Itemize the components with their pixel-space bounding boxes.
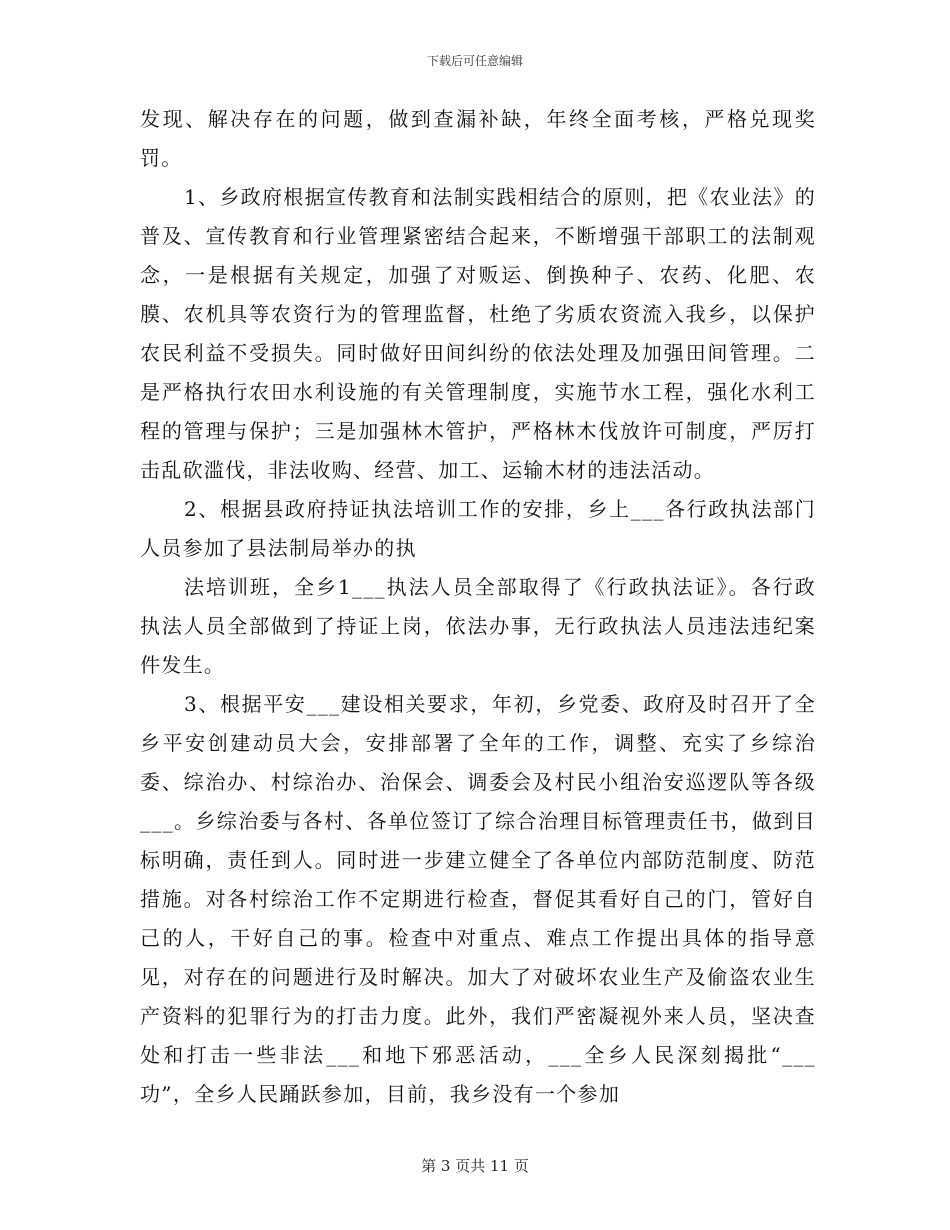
- document-body: [140, 100, 816, 1114]
- paragraph-item-2-continued: 法培训班，全乡1___执法人员全部取得了《行政执法证》。各行政执法人员全部做到了持证上岗，依法办事，无行政执法人员违法违纪案件发生。: [140, 575, 816, 677]
- paragraph-item-3: 3、根据平安___建设相关要求，年初，乡党委、政府及时召开了全乡平安创建动员大会，安排部署了全年的工作，调整、充实了乡综治委、综治办、村综治办、治保会、调委会及村民小组治安巡逻队等各级___。乡综治委与各村、各单位签订了综合治理目标管理责任书，做到目标明确，责任到人。同时进一步建立健全了各单位内部防范制度、防范措施。对各村综治工作不定期进行检查，督促其看好自己的门，管好自己的人，干好自己的事。检查中对重点、难点工作提出具体的指导意见，对存在的问题进行及时解决。加大了对破坏农业生产及偷盗农业生产资料的犯罪行为的打击力度。此外，我们严密凝视外来人员，坚决查处和打击一些非法___和地下邪恶活动，___全乡人民深刻揭批“___功”，全乡人民踊跃参加，目前，我乡没有一个参加: [140, 692, 816, 1106]
- paragraph-item-1: 1、乡政府根据宣传教育和法制实践相结合的原则，把《农业法》的普及、宣传教育和行业管理紧密结合起来，不断增强干部职工的法制观念，一是根据有关规定，加强了对贩运、倒换种子、农药、化肥、农膜、农机具等农资行为的管理监督，杜绝了劣质农资流入我乡，以保护农民利益不受损失。同时做好田间纠纷的依法处理及加强田间管理。二是严格执行农田水利设施的有关管理制度，实施节水工程，强化水利工程的管理与保护；三是加强林木管护，严格林木伐放许可制度，严厉打击乱砍滥伐，非法收购、经营、加工、运输木材的违法活动。: [140, 185, 816, 482]
- page-number: 第 3 页共 11 页: [421, 1157, 529, 1175]
- page-header-note: 下载后可任意编辑: [426, 54, 523, 68]
- paragraph-item-2: 2、根据县政府持证执法培训工作的安排，乡上___各行政执法部门人员参加了县法制局举办的执: [140, 497, 816, 560]
- paragraph-continuation: 发现、解决存在的问题，做到查漏补缺，年终全面考核，严格兑现奖罚。: [140, 107, 816, 170]
